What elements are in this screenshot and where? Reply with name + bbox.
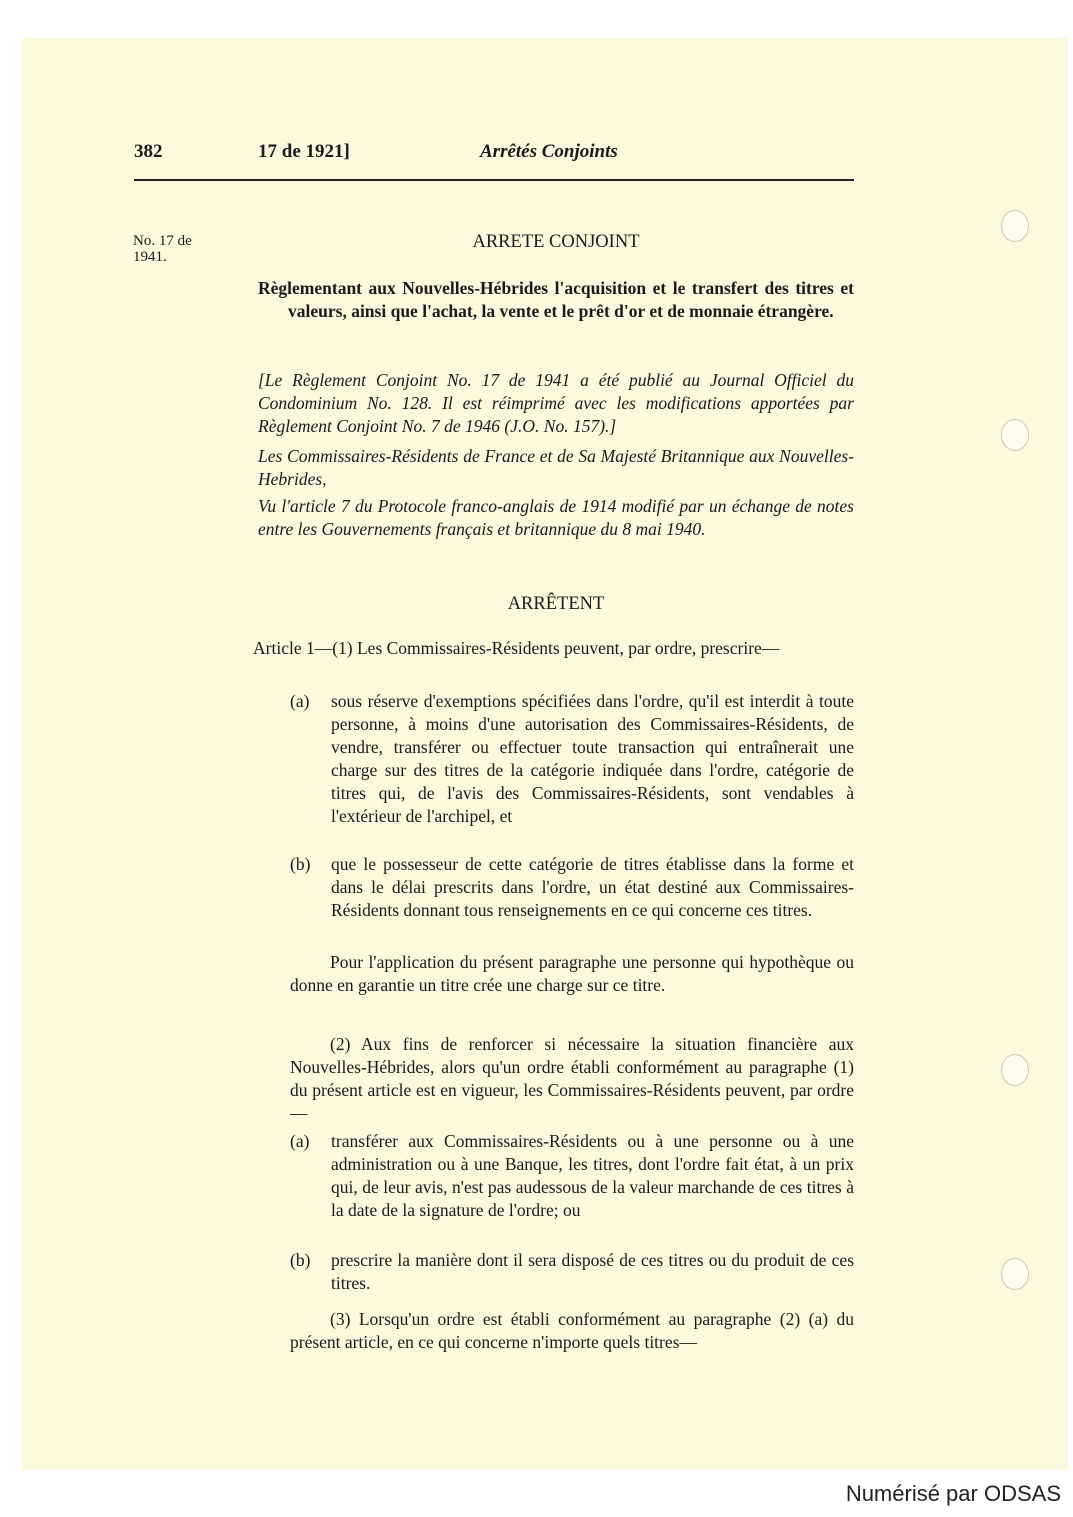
item-text: que le possesseur de cette catégorie de titres établisse dans la forme et dans le délai prescrits dans l'ordre, un état destiné aux Commissaires-Résidents donnant tous renseignements en ce qui concerne ces titres. [331, 854, 854, 920]
punch-hole [1001, 210, 1029, 242]
header-reference: 17 de 1921] [258, 141, 350, 162]
page-number: 382 [134, 141, 163, 162]
article-1-intro: Article 1—(1) Les Commissaires-Résidents peuvent, par ordre, prescrire— [253, 638, 780, 658]
punch-hole [1001, 419, 1029, 451]
list-item [290, 1249, 854, 1295]
arretent-heading: ARRÊTENT [507, 594, 605, 614]
preamble-protocol: Vu l'article 7 du Protocole franco-anglais de 1914 modifié par un échange de notes entre les Gouvernements français et britannique du 8 mai 1940. [258, 496, 854, 539]
margin-note-line: No. 17 de [133, 233, 192, 249]
item-text: sous réserve d'exemptions spécifiées dans l'ordre, qu'il est interdit à toute personne, à moins d'une autorisation des Commissaires-Résidents, de vendre, transférer ou effectuer toute transaction qui entraînerait une charge sur des titres de la catégorie indiquée dans l'ordre, catégorie de titres qui, de l'avis des Commissaires-Résidents, sont vendables à l'extérieur de l'archipel, et [331, 691, 854, 826]
item-label: (a) [290, 691, 310, 711]
list-item [290, 1130, 854, 1222]
item-label: (b) [290, 854, 311, 874]
paragraph-3: (3) Lorsqu'un ordre est établi conformément au paragraphe (2) (a) du présent article, en ce qui concerne n'importe quels titres— [290, 1309, 854, 1352]
item-text: transférer aux Commissaires-Résidents ou à une personne ou à une administration ou à une Banque, les titres, dont l'ordre fait état, à un prix qui, de leur avis, n'est pas audessous de la valeur marchande de ces titres à la date de la signature de l'ordre; ou [331, 1131, 854, 1220]
margin-note [133, 233, 233, 265]
publication-note: [Le Règlement Conjoint No. 17 de 1941 a été publié au Journal Officiel du Condominium No. 128. Il est réimprimé avec les modifications apportées par Règlement Conjoint No. 7 de 1946 (J.O. No. 157).] [258, 370, 854, 436]
header-rule [134, 179, 854, 181]
paragraph-application: Pour l'application du présent paragraphe une personne qui hypothèque ou donne en garantie un titre crée une charge sur ce titre. [290, 952, 854, 995]
running-title: Arrêtés Conjoints [480, 141, 618, 162]
paragraph-2: (2) Aux fins de renforcer si nécessaire la situation financière aux Nouvelles-Hébrides, alors qu'un ordre établi conformément au paragraphe (1) du présent article est en vigueur, les Commissaires-Résidents peuvent, par ordre— [290, 1034, 854, 1123]
margin-note-line: 1941. [133, 249, 167, 265]
punch-hole [1001, 1258, 1029, 1290]
item-label: (a) [290, 1131, 310, 1151]
item-label: (b) [290, 1250, 311, 1270]
item-text: prescrire la manière dont il sera disposé de ces titres ou du produit de ces titres. [331, 1250, 854, 1293]
preamble-residents: Les Commissaires-Résidents de France et de Sa Majesté Britannique aux Nouvelles-Hebrides, [258, 446, 854, 489]
punch-hole [1001, 1054, 1029, 1086]
digitization-watermark: Numérisé par ODSAS [845, 1481, 1061, 1506]
document-title: ARRETE CONJOINT [472, 232, 640, 252]
list-item [290, 853, 854, 922]
list-item [290, 690, 854, 828]
document-subtitle: Règlementant aux Nouvelles-Hébrides l'acquisition et le transfert des titres et valeurs, ainsi que l'achat, la vente et le prêt d'or et de monnaie étrangère. [258, 278, 854, 321]
